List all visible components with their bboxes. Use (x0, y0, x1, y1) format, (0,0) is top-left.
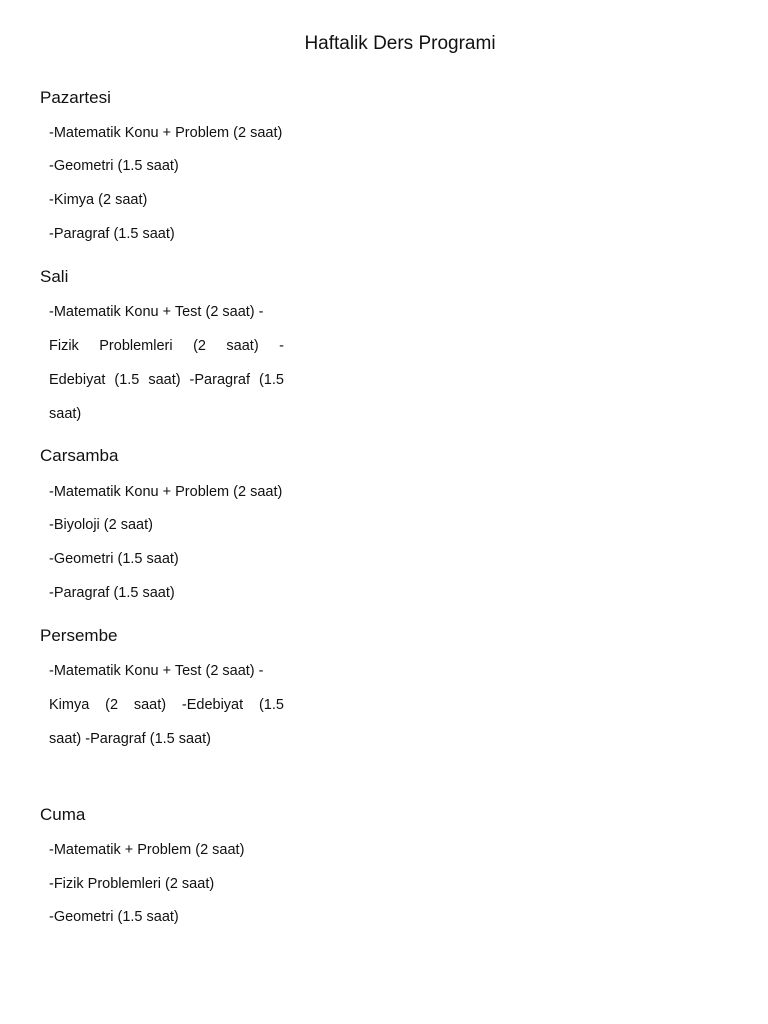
schedule-line: -Geometri (1.5 saat) (49, 158, 179, 174)
schedule-line: saat) -Paragraf (1.5 saat) (49, 731, 211, 747)
day-heading-cuma: Cuma (40, 805, 86, 824)
day-heading-persembe: Persembe (40, 626, 118, 645)
word: (2 (105, 697, 119, 713)
schedule-line: -Biyoloji (2 saat) (49, 517, 153, 533)
schedule-line: -Matematik Konu + Problem (2 saat) (49, 484, 283, 500)
schedule-line (49, 302, 284, 322)
schedule-line: saat) (49, 406, 82, 422)
word: Kimya (49, 697, 90, 713)
schedule-line: -Fizik Problemleri (2 saat) (49, 876, 215, 892)
word: -Paragraf (189, 372, 250, 388)
word: Edebiyat (49, 372, 106, 388)
word: (1.5 (258, 372, 284, 388)
schedule-line: -Paragraf (1.5 saat) (49, 585, 175, 601)
word: (1.5 (114, 372, 140, 388)
word: saat) (148, 372, 181, 388)
word: Fizik (49, 338, 79, 354)
word: - (279, 338, 284, 354)
day-heading-pazartesi: Pazartesi (40, 88, 111, 107)
schedule-line: -Kimya (2 saat) (49, 192, 148, 208)
day-heading-carsamba: Carsamba (40, 446, 119, 465)
page-title: Haftalik Ders Programi (304, 33, 496, 54)
schedule-text: -Matematik Konu + Test (2 saat) - (49, 304, 264, 320)
schedule-line: -Matematik Konu + Problem (2 saat) (49, 125, 283, 141)
schedule-line: -Matematik + Problem (2 saat) (49, 842, 245, 858)
day-heading-sali: Sali (40, 267, 69, 286)
word: saat) (226, 338, 259, 354)
word: -Edebiyat (181, 697, 244, 713)
word: (1.5 (258, 697, 284, 713)
schedule-line: -Matematik Konu + Test (2 saat) - (49, 663, 264, 679)
schedule-line-justified (49, 695, 284, 715)
schedule-line: -Paragraf (1.5 saat) (49, 226, 175, 242)
word: saat) (133, 697, 167, 713)
word: Problemleri (99, 338, 173, 354)
schedule-line-justified (49, 370, 284, 390)
schedule-line: -Geometri (1.5 saat) (49, 551, 179, 567)
word: (2 (193, 338, 206, 354)
schedule-line-justified (49, 336, 284, 356)
schedule-line: -Geometri (1.5 saat) (49, 909, 179, 925)
